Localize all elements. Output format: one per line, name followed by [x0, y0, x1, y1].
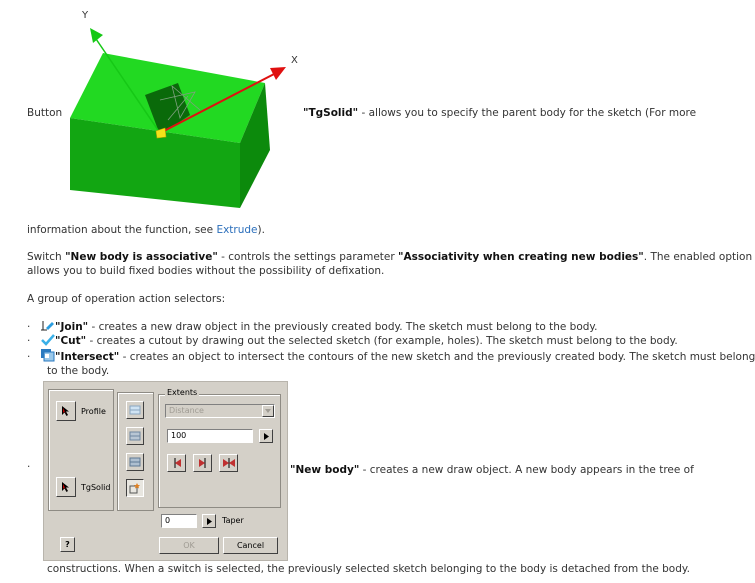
- cut-text: - creates a cutout by drawing out the selected sketch (for example, holes). The sketch must belong to the body.: [86, 335, 678, 347]
- intersect-cont: to the body.: [47, 365, 110, 377]
- arrow-right-icon: [264, 433, 269, 440]
- extents-type-value: Distance: [169, 406, 204, 415]
- direction-both-button[interactable]: [219, 454, 238, 472]
- pointer-icon: [61, 405, 71, 417]
- extrude-link[interactable]: Extrude: [216, 224, 258, 236]
- pointer-icon: [61, 481, 71, 493]
- intersect-operation-button[interactable]: [126, 453, 144, 471]
- p2-post: . The enabled option: [643, 251, 753, 263]
- tgsolid-desc-text: - allows you to specify the parent body for the sketch (For more: [358, 107, 697, 119]
- line2-end: ).: [257, 224, 265, 236]
- bullet-join: · "Join" - creates a new draw object in the previously created body. The sketch must belong to the body.: [27, 321, 598, 333]
- associativity-param-name: "Associativity when creating new bodies": [398, 251, 644, 263]
- taper-input[interactable]: 0: [161, 514, 197, 528]
- direction-icon: [222, 457, 236, 469]
- join-operation-button[interactable]: [126, 401, 144, 419]
- extents-label: Extents: [167, 388, 198, 397]
- direction-one-button[interactable]: [167, 454, 186, 472]
- bullet-newbody-dot: ·: [27, 461, 31, 473]
- cancel-button[interactable]: Cancel: [223, 537, 278, 554]
- profile-select-button[interactable]: [56, 401, 76, 421]
- associative-desc-line1: [27, 251, 752, 264]
- direction-icon: [197, 457, 209, 469]
- direction-reverse-button[interactable]: [193, 454, 212, 472]
- arrow-right-icon: [207, 518, 212, 525]
- newbody-text: - creates a new draw object. A new body appears in the tree of: [359, 464, 694, 476]
- tgsolid-label: TgSolid: [81, 483, 111, 492]
- axis-y-label: Y: [82, 10, 89, 21]
- join-name: "Join": [55, 321, 89, 333]
- solid-body-figure: [60, 0, 310, 210]
- bullet-intersect: · "Intersect" - creates an object to intersect the contours of the new sketch and the previously created body. The sketch must belong: [27, 351, 755, 363]
- p2-mid: - controls the settings parameter: [217, 251, 399, 263]
- solid-stack-icon: [129, 456, 141, 468]
- taper-menu-button[interactable]: [202, 514, 216, 528]
- tgsolid-name: "TgSolid": [303, 107, 359, 119]
- direction-icon: [171, 457, 183, 469]
- newbody-description: [290, 464, 694, 477]
- dropdown-arrow-icon[interactable]: [262, 405, 274, 417]
- profile-label: Profile: [81, 407, 106, 416]
- intersect-name: "Intersect": [55, 351, 120, 363]
- intersect-text: - creates an object to intersect the contours of the new sketch and the previously created body. The sketch must belong: [119, 351, 755, 363]
- join-icon: [41, 320, 55, 331]
- new-body-associative-name: "New body is associative": [65, 251, 218, 263]
- tgsolid-desc-line2: [27, 224, 265, 237]
- intersect-icon: [41, 349, 55, 361]
- x-axis-arrow: [270, 67, 286, 80]
- cut-name: "Cut": [55, 335, 87, 347]
- line2-text: information about the function, see: [27, 224, 217, 236]
- help-button[interactable]: [60, 537, 75, 552]
- ok-button[interactable]: OK: [159, 537, 219, 554]
- bullet-cut: · "Cut" - creates a cutout by drawing out the selected sketch (for example, holes). The sketch must belong to the body.: [27, 335, 678, 347]
- tgsolid-description: [303, 107, 696, 120]
- join-text: - creates a new draw object in the previously created body. The sketch must belong to the body.: [88, 321, 598, 333]
- new-body-icon: [129, 482, 141, 494]
- button-lead-text: Button: [27, 107, 63, 119]
- extents-type-select[interactable]: [165, 404, 275, 418]
- cut-operation-button[interactable]: [126, 427, 144, 445]
- cut-icon: [41, 334, 55, 345]
- distance-input[interactable]: 100: [167, 429, 253, 443]
- newbody-cont: constructions. When a switch is selected, the previously selected sketch belonging to the body is detached from the body.: [47, 563, 690, 575]
- new-body-button[interactable]: [126, 479, 144, 497]
- selectors-heading: A group of operation action selectors:: [27, 293, 226, 305]
- extrude-dialog: [43, 381, 288, 561]
- taper-label: Taper: [222, 516, 244, 525]
- solid-stack-icon: [129, 430, 141, 442]
- associative-desc-line2: allows you to build fixed bodies without the possibility of defixation.: [27, 265, 385, 277]
- tgsolid-select-button[interactable]: [56, 477, 76, 497]
- p2-pre: Switch: [27, 251, 66, 263]
- solid-stack-icon: [129, 404, 141, 416]
- distance-menu-button[interactable]: [259, 429, 273, 443]
- help-icon: ?: [65, 540, 70, 549]
- newbody-name: "New body": [290, 464, 360, 476]
- axis-x-label: X: [291, 55, 298, 66]
